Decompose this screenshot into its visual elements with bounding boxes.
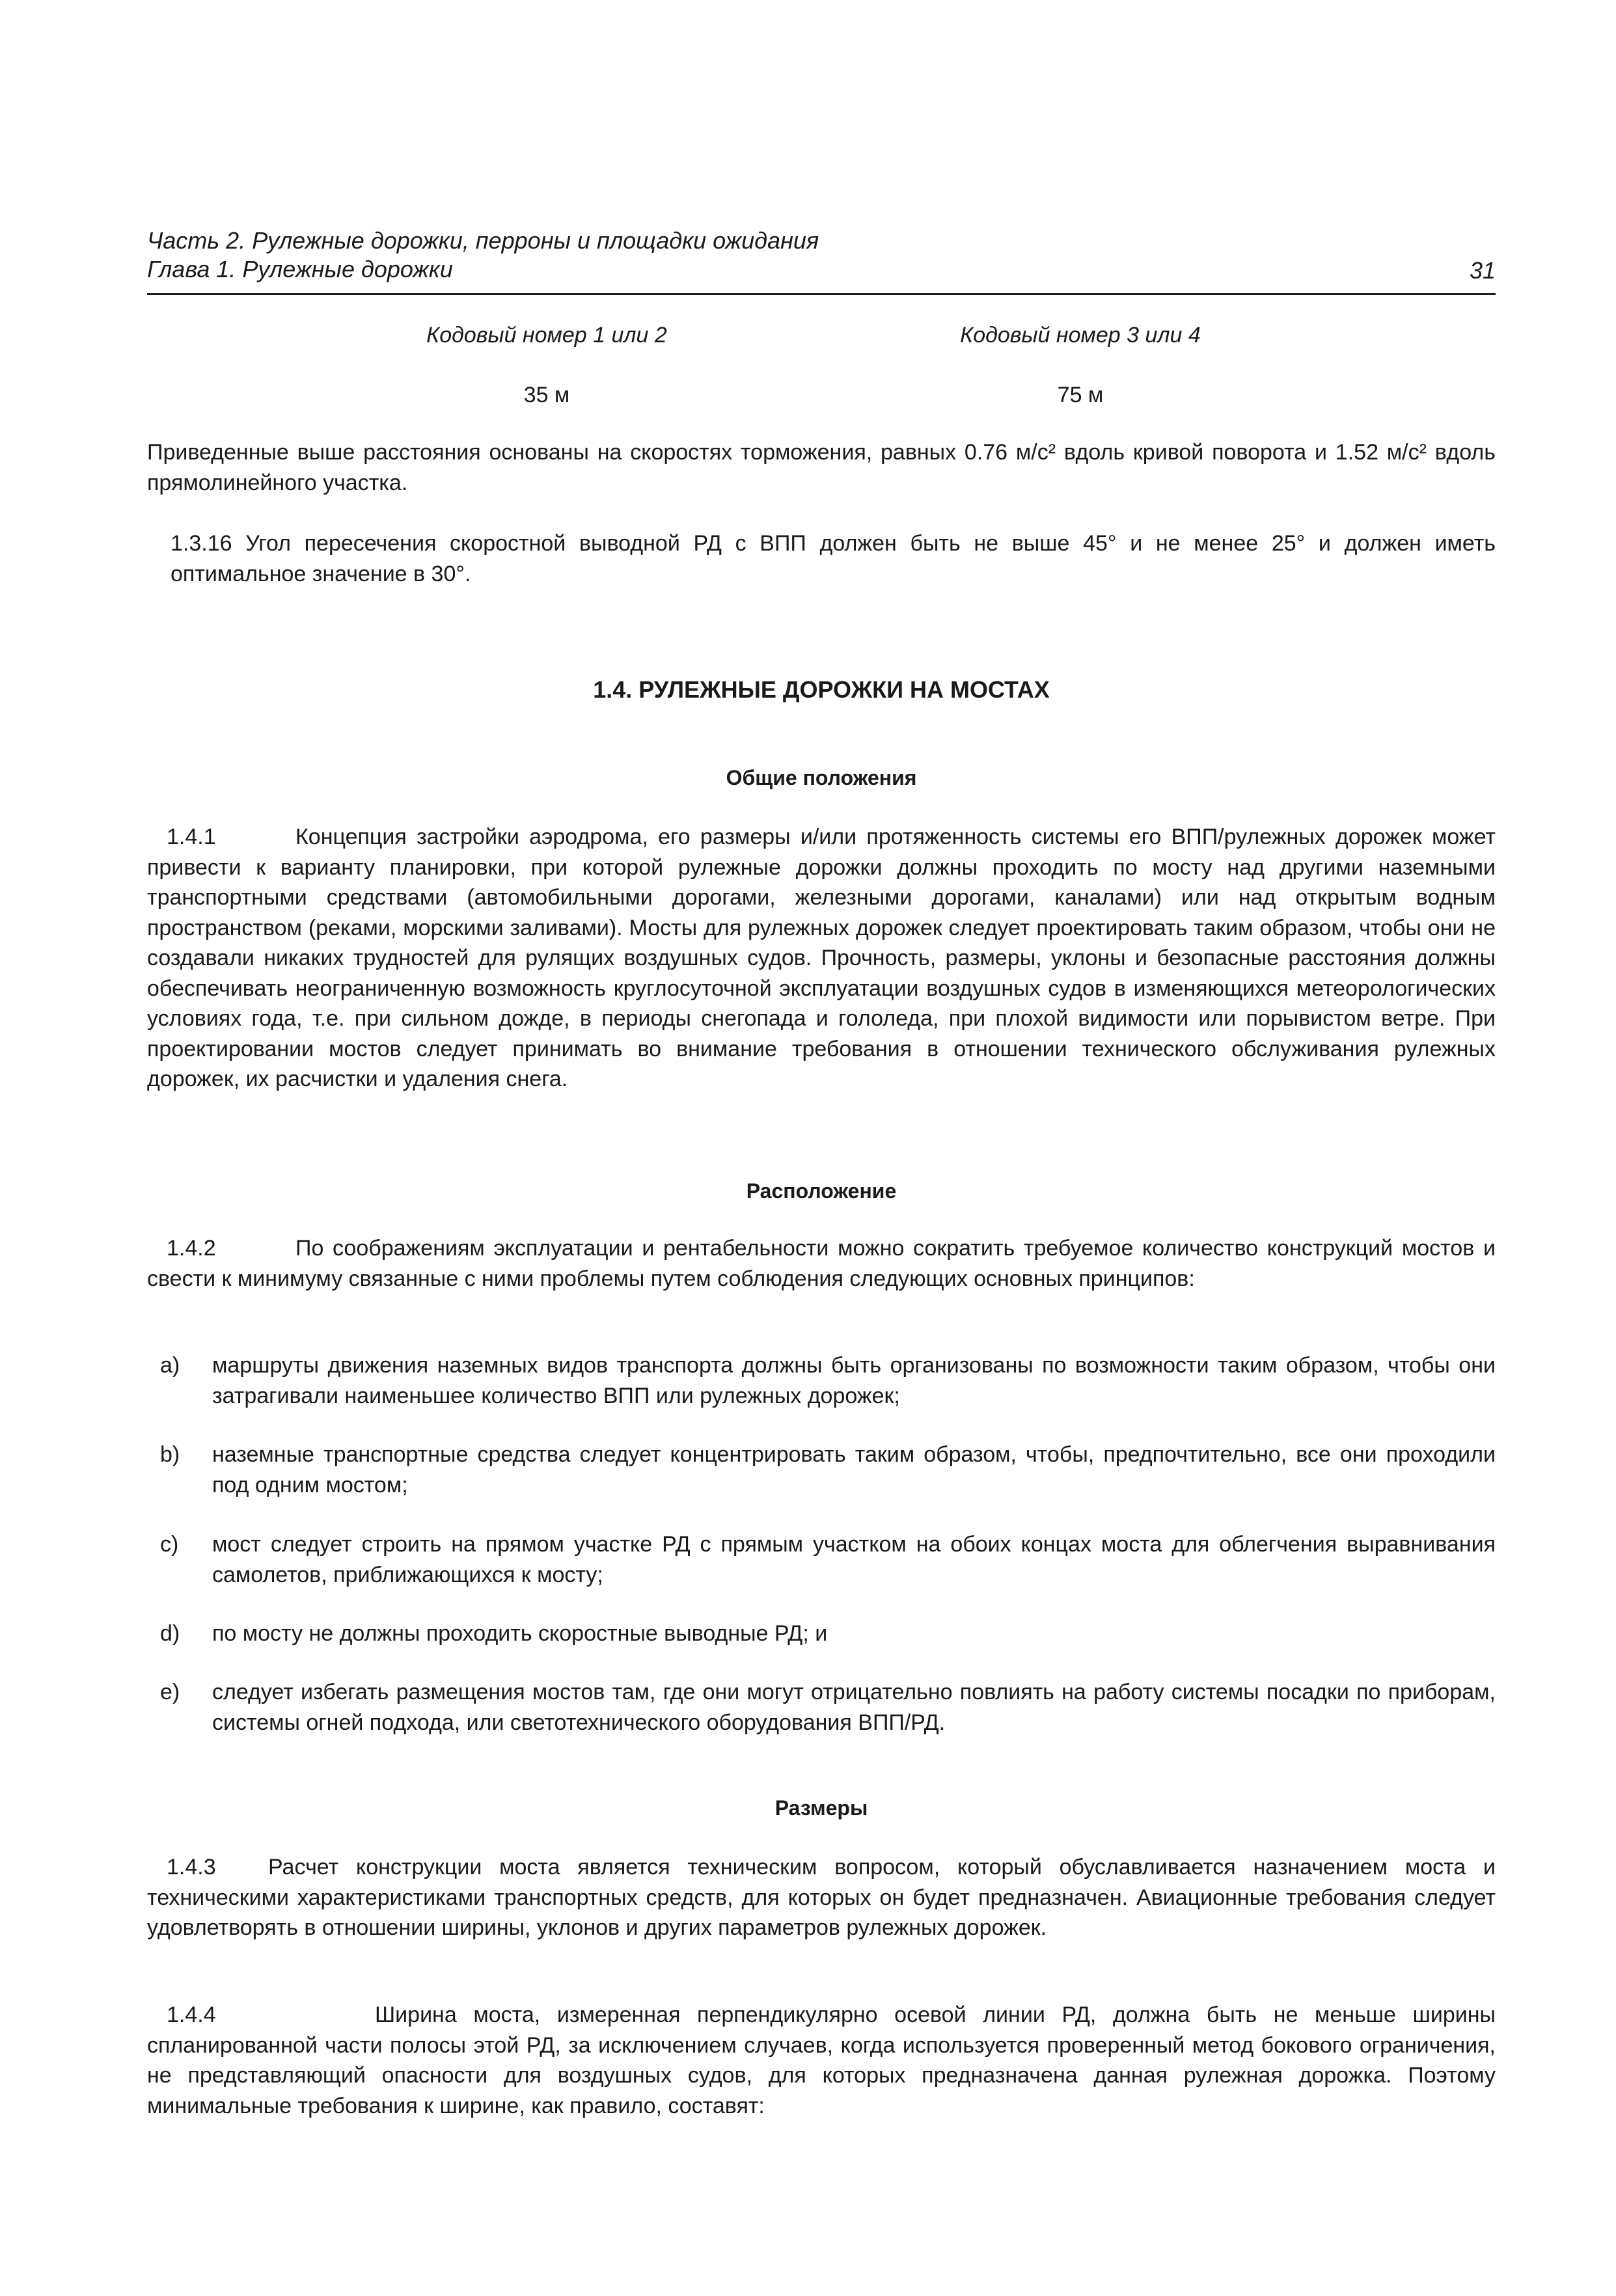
header-chapter-title: Глава 1. Рулежные дорожки: [147, 256, 453, 282]
code-col1-label: Кодовый номер 1 или 2: [426, 323, 667, 348]
paragraph-text: Ширина моста, измеренная перпендикулярно осевой линии РД, должна быть не меньше ширины спланированной части полосы этой РД, за исключением случаев, когда используется проверенный метод бокового ограничения, не представляющий опасности для воздушных судов, для которых предназначена данная рулежная дорожка. Поэтому минимальные требования к ширине, как правило, составят:: [147, 2002, 1496, 2118]
list-text: по мосту не должны проходить скоростные выводные РД; и: [212, 1621, 828, 1646]
header-part-title: Часть 2. Рулежные дорожки, перроны и площадки ожидания: [147, 227, 819, 254]
paragraph-text: Концепция застройки аэродрома, его размеры и/или протяженность системы его ВПП/рулежных дорожек может привести к варианту планировки, при которой рулежные дорожки должны проходить по мосту над другими наземными транспортными средствами (автомобильными дорогами, железными дорогами, каналами) или над открытым водным пространством (реками, морскими заливами). Мосты для рулежных дорожек следует проектировать таким образом, чтобы они не создавали никаких трудностей для рулящих воздушных судов. Прочность, размеры, уклоны и безопасные расстояния должны обеспечивать неограниченную возможность круглосуточной эксплуатации воздушных судов в изменяющихся метеорологических условиях года, т.е. при сильном дожде, в периоды снегопада и гололеда, при плохой видимости или порывистом ветре. При проектировании мостов следует принимать во внимание требования в отношении технического обслуживания рулежных дорожек, их расчистки и удаления снега.: [147, 825, 1496, 1091]
list-marker: a): [160, 1353, 180, 1378]
list-marker: c): [160, 1532, 179, 1557]
paragraph-number: 1.4.4: [167, 2002, 216, 2027]
list-marker: d): [160, 1621, 180, 1646]
paragraph-1-3-16: 1.3.16 Угол пересечения скоростной выводной РД с ВПП должен быть не выше 45° и не менее 25° и должен иметь оптимальное значение в 30°.: [171, 531, 1496, 586]
section-heading: 1.4. РУЛЕЖНЫЕ ДОРОЖКИ НА МОСТАХ: [593, 676, 1050, 703]
subheading-location: Расположение: [746, 1179, 897, 1203]
paragraph-number: 1.4.2: [167, 1236, 216, 1261]
list-text: следует избегать размещения мостов там, где они могут отрицательно повлиять на работу системы посадки по приборам, системы огней подхода, или светотехнического оборудования ВПП/РД.: [212, 1680, 1496, 1735]
list-marker: e): [160, 1680, 180, 1704]
paragraph-number: 1.4.1: [167, 825, 216, 849]
code-col2-value: 75 м: [1057, 383, 1104, 407]
code-col2-label: Кодовый номер 3 или 4: [960, 323, 1201, 348]
subheading-dimensions: Размеры: [774, 1796, 868, 1820]
subheading-general: Общие положения: [726, 766, 917, 789]
list-marker: b): [160, 1442, 180, 1467]
page-header: [147, 226, 1496, 284]
list-text: маршруты движения наземных видов транспорта должны быть организованы по возможности таким образом, чтобы они затрагивали наименьшее количество ВПП или рулежных дорожек;: [212, 1353, 1496, 1408]
header-rule: [147, 293, 1496, 295]
paragraph-text: Расчет конструкции моста является техническим вопросом, который обуславливается назначением моста и техническими характеристиками транспортных средств, для которых он будет предназначен. Авиационные требования следует удовлетворять в отношении ширины, уклонов и других параметров рулежных дорожек.: [147, 1855, 1496, 1940]
list-text: наземные транспортные средства следует концентрировать таким образом, чтобы, предпочтительно, все они проходили под одним мостом;: [212, 1442, 1496, 1497]
paragraph-1-4-2: [147, 1233, 1496, 1294]
list-text: мост следует строить на прямом участке РД с прямым участком на обоих концах моста для облегчения выравнивания самолетов, приближающихся к мосту;: [212, 1532, 1496, 1587]
paragraph-1-4-3: [147, 1852, 1496, 1943]
paragraph-number: 1.4.3: [167, 1855, 216, 1879]
page-number: 31: [1469, 257, 1496, 284]
paragraph-1-4-1: [147, 822, 1496, 1095]
code-col1-value: 35 м: [523, 383, 570, 407]
paragraph-distances: Приведенные выше расстояния основаны на скоростях торможения, равных 0.76 м/с² вдоль кривой поворота и 1.52 м/с² вдоль прямолинейного участка.: [147, 440, 1496, 495]
paragraph-1-4-4: [147, 2000, 1496, 2121]
paragraph-text: По соображениям эксплуатации и рентабельности можно сократить требуемое количество конструкций мостов и свести к минимуму связанные с ними проблемы путем соблюдения следующих основных принципов:: [147, 1236, 1496, 1291]
